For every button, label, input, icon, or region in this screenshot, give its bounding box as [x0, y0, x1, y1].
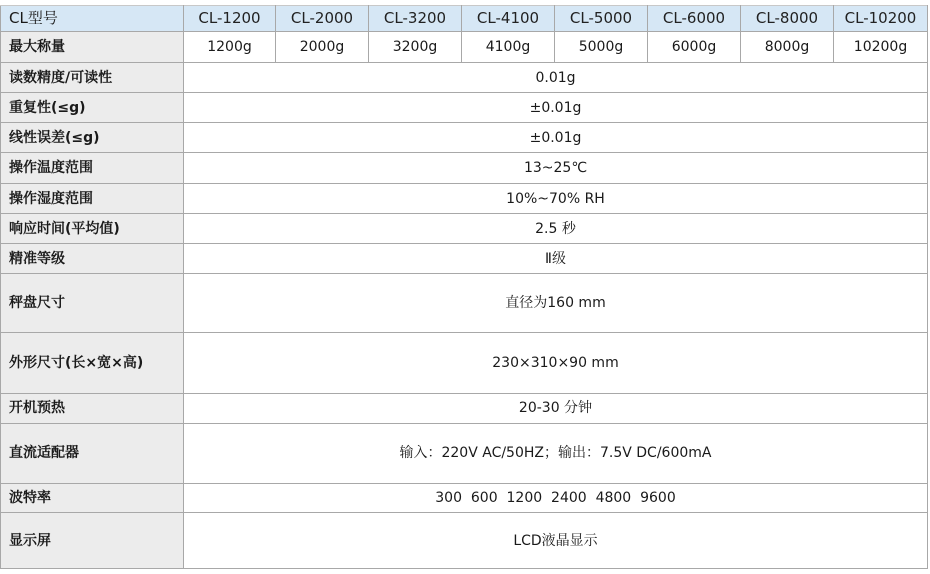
- capacity-value: 4100g: [462, 32, 555, 62]
- spec-label: 线性误差(≤g): [1, 122, 184, 152]
- spec-value: 输入：220V AC/50HZ；输出：7.5V DC/600mA: [184, 423, 928, 483]
- spec-row-warmup: [1, 394, 928, 423]
- spec-label: 外形尺寸(长×宽×高): [1, 333, 184, 394]
- capacity-value: 1200g: [184, 32, 276, 62]
- model-name: CL-5000: [555, 6, 648, 32]
- spec-value: ±0.01g: [184, 122, 928, 152]
- spec-value: Ⅱ级: [184, 243, 928, 273]
- spec-row-repeatability: [1, 93, 928, 122]
- spec-table: [0, 5, 928, 569]
- spec-label: 读数精度/可读性: [1, 62, 184, 92]
- spec-value: 0.01g: [184, 62, 928, 92]
- spec-row-readability: [1, 62, 928, 92]
- spec-row-adapter: [1, 423, 928, 483]
- spec-value: 2.5 秒: [184, 214, 928, 243]
- spec-value: 20-30 分钟: [184, 394, 928, 423]
- spec-label: 操作湿度范围: [1, 183, 184, 213]
- spec-value: ±0.01g: [184, 93, 928, 122]
- capacity-value: 10200g: [834, 32, 928, 62]
- spec-value: 直径为160 mm: [184, 274, 928, 333]
- spec-label: 开机预热: [1, 394, 184, 423]
- spec-row-display: [1, 513, 928, 569]
- model-name: CL-3200: [369, 6, 462, 32]
- capacity-value: 5000g: [555, 32, 648, 62]
- model-name: CL-6000: [648, 6, 741, 32]
- model-header-row: [1, 6, 928, 32]
- spec-label: 秤盘尺寸: [1, 274, 184, 333]
- spec-label: 直流适配器: [1, 423, 184, 483]
- model-name: CL-10200: [834, 6, 928, 32]
- spec-label: 显示屏: [1, 513, 184, 569]
- spec-label: 重复性(≤g): [1, 93, 184, 122]
- capacity-label: 最大称量: [1, 32, 184, 62]
- spec-row-baud-rate: [1, 483, 928, 512]
- model-name: CL-8000: [741, 6, 834, 32]
- model-name: CL-2000: [276, 6, 369, 32]
- spec-label: 操作温度范围: [1, 153, 184, 183]
- capacity-value: 8000g: [741, 32, 834, 62]
- spec-value: 300 600 1200 2400 4800 9600: [184, 483, 928, 512]
- spec-row-accuracy-class: [1, 243, 928, 273]
- spec-row-pan-size: [1, 274, 928, 333]
- spec-label: 波特率: [1, 483, 184, 512]
- spec-value: LCD液晶显示: [184, 513, 928, 569]
- spec-value: 10%~70% RH: [184, 183, 928, 213]
- spec-row-dimensions: [1, 333, 928, 394]
- spec-row-response-time: [1, 214, 928, 243]
- capacity-value: 2000g: [276, 32, 369, 62]
- model-header-label: CL型号: [1, 6, 184, 32]
- capacity-row: [1, 32, 928, 62]
- spec-label: 响应时间(平均值): [1, 214, 184, 243]
- spec-row-humidity: [1, 183, 928, 213]
- model-name: CL-1200: [184, 6, 276, 32]
- capacity-value: 6000g: [648, 32, 741, 62]
- model-name: CL-4100: [462, 6, 555, 32]
- spec-value: 230×310×90 mm: [184, 333, 928, 394]
- spec-label: 精准等级: [1, 243, 184, 273]
- capacity-value: 3200g: [369, 32, 462, 62]
- spec-row-temperature: [1, 153, 928, 183]
- spec-value: 13~25℃: [184, 153, 928, 183]
- spec-row-linearity: [1, 122, 928, 152]
